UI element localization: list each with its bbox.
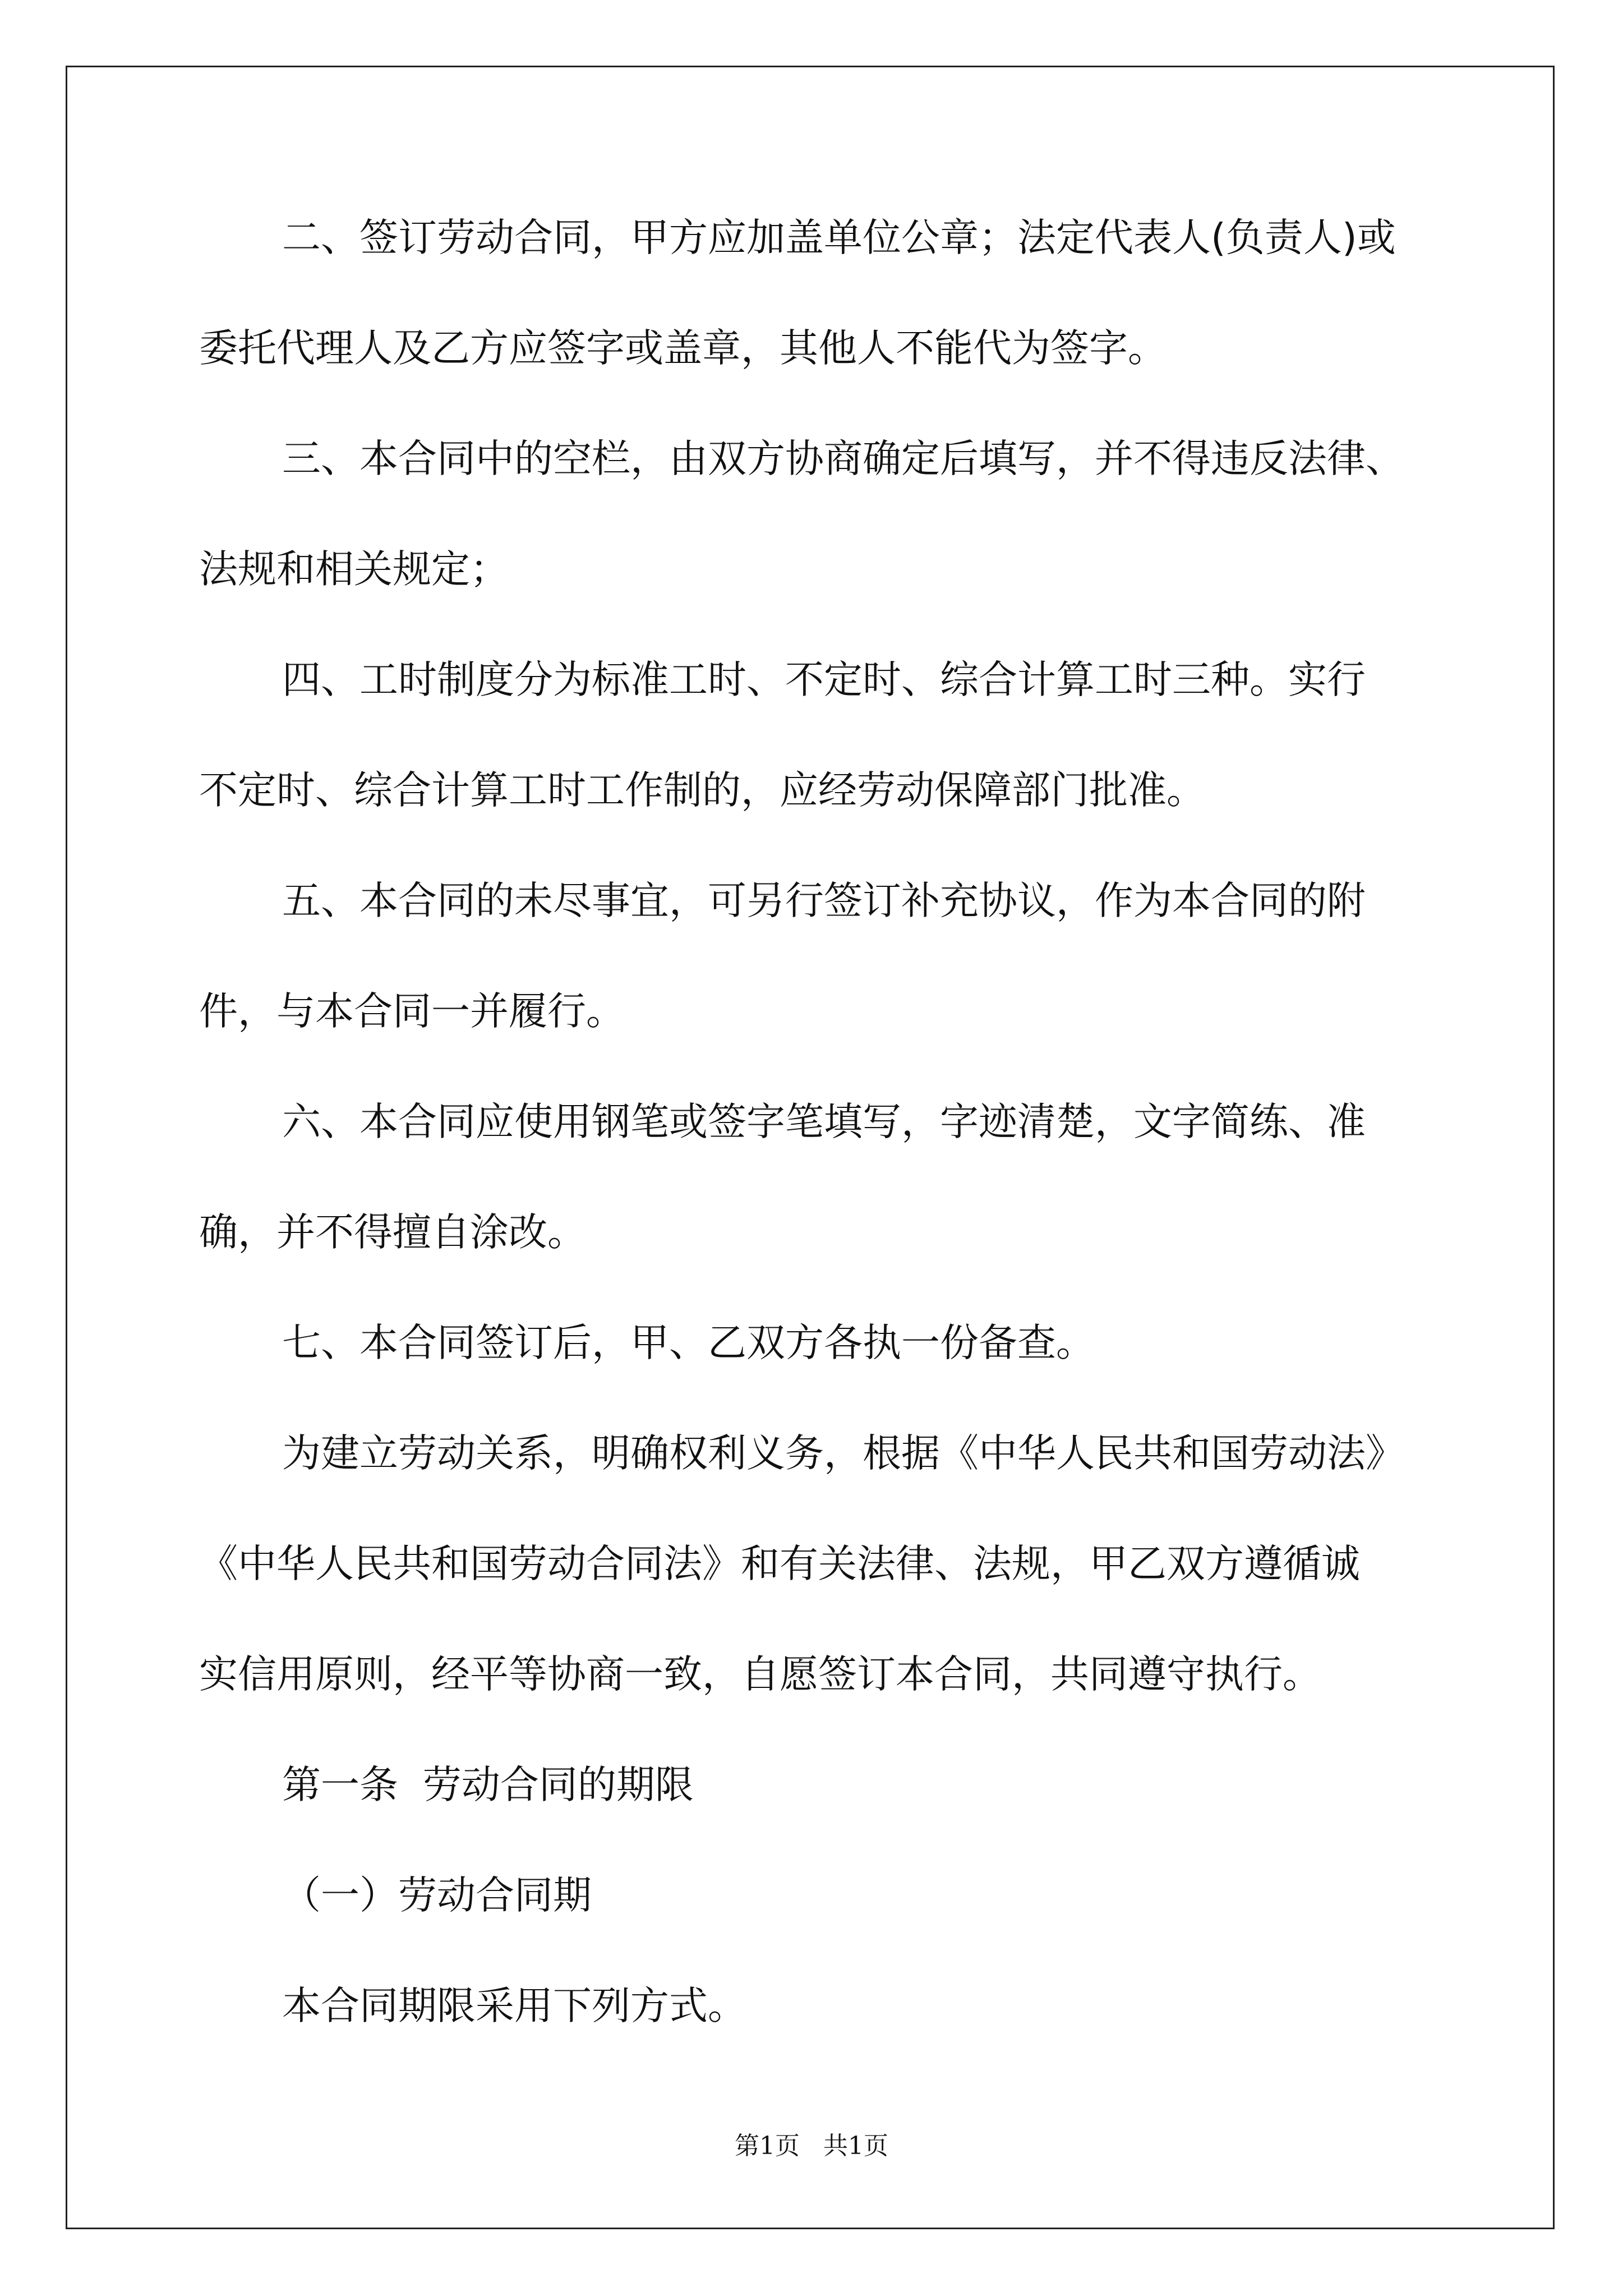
text-line: 四、工时制度分为标准工时、不定时、综合计算工时三种。实行 [282, 657, 1366, 702]
page-footer: 第1页 共1页 [735, 2132, 888, 2160]
text-line: 不定时、综合计算工时工作制的，应经劳动保障部门批准。 [199, 768, 1205, 813]
text-line: 实信用原则，经平等协商一致，自愿签订本合同，共同遵守执行。 [199, 1652, 1321, 1697]
text-line: 委托代理人及乙方应签字或盖章，其他人不能代为签字。 [199, 326, 1166, 371]
text-line: 本合同期限采用下列方式。 [282, 1984, 746, 2028]
text-line: 五、本合同的未尽事宜，可另行签订补充协议，作为本合同的附 [282, 878, 1366, 923]
text-line: 为建立劳动关系，明确权利义务，根据《中华人民共和国劳动法》 [282, 1431, 1404, 1476]
text-line: 二、签订劳动合同，甲方应加盖单位公章；法定代表人(负责人)或 [282, 215, 1396, 260]
text-line: 《中华人民共和国劳动合同法》和有关法律、法规，甲乙双方遵循诚 [199, 1542, 1360, 1586]
section-heading: 第一条 劳动合同的期限 [282, 1763, 694, 1807]
text-line: 确，并不得擅自涂改。 [199, 1210, 586, 1255]
text-line: 七、本合同签订后，甲、乙双方各执一份备查。 [282, 1320, 1095, 1365]
subsection-heading: （一）劳动合同期 [282, 1873, 592, 1918]
text-line: 法规和相关规定； [199, 547, 509, 592]
text-line: 六、本合同应使用钢笔或签字笔填写，字迹清楚，文字简练、准 [282, 1099, 1366, 1144]
text-line: 件，与本合同一并履行。 [199, 989, 625, 1034]
text-line: 三、本合同中的空栏，由双方协商确定后填写，并不得违反法律、 [282, 436, 1404, 481]
